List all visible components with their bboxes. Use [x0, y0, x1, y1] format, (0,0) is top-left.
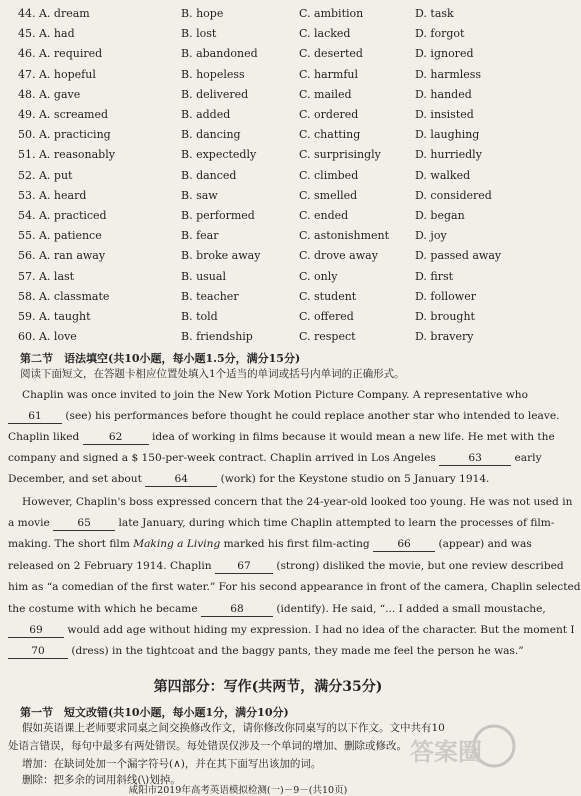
passage-line-4 [8, 448, 542, 468]
option-a: 60. A. love [18, 330, 77, 344]
passage-line-10: him as “a comedian of the first water.” For his second appearance in front of the camera, Chaplin selected [8, 581, 581, 593]
option-d: D. bravery [415, 330, 474, 344]
passage-text: (dress) in the tightcoat and the baggy pants, they made me feel the person he was.” [71, 645, 524, 657]
option-row [18, 65, 528, 85]
option-a: 47. A. hopeful [18, 67, 96, 81]
section2-title: 第二节 语法填空(共10小题，每小题1.5分，满分15分) [20, 352, 301, 365]
passage-line-3 [8, 427, 555, 447]
option-a: 51. A. reasonably [18, 148, 115, 162]
blank-66[interactable]: 66 [373, 537, 435, 552]
option-d: D. harmless [415, 67, 482, 81]
passage-text: Chaplin liked [8, 431, 80, 443]
option-c: C. chatting [299, 128, 361, 142]
option-d: D. walked [415, 168, 471, 182]
blank-61[interactable]: 61 [8, 409, 62, 424]
option-row [18, 166, 528, 186]
passage-text: early [514, 452, 542, 464]
option-c: C. respect [299, 330, 356, 344]
option-d: D. insisted [415, 108, 474, 121]
passage-line-5 [8, 469, 530, 489]
option-d: D. joy [415, 229, 447, 243]
option-d: D. task [415, 7, 454, 20]
option-a: 46. A. required [18, 47, 103, 61]
passage-text: company and signed a $ 150-per-week contract. Chaplin arrived in Los Angeles [8, 452, 436, 464]
passage-text: a movie [8, 517, 50, 529]
passage-text: making. The short film [8, 538, 130, 550]
section2-instruction: 阅读下面短文，在答题卡相应位置处填入1个适当的单词或括号内单词的正确形式。 [20, 368, 405, 380]
option-d: D. began [415, 209, 465, 222]
option-c: C. deserted [299, 47, 363, 61]
option-a: 58. A. classmate [18, 289, 110, 303]
option-row [18, 44, 528, 64]
option-c: C. astonishment [299, 229, 390, 243]
part4-instruction-2: 处语言错误，每句中最多有两处错误。每处错误仅涉及一个单词的增加、删除或修改。 [8, 740, 407, 752]
option-row [18, 267, 528, 287]
part4-title: 第四部分：写作(共两节，满分35分) [153, 679, 383, 695]
option-c: C. ended [299, 209, 349, 222]
passage-text: (strong) disliked the movie, but one review described [276, 560, 564, 572]
passage-text: the costume with which he became [8, 603, 198, 615]
option-b: B. fear [181, 229, 219, 243]
option-row [18, 327, 528, 347]
option-c: C. only [299, 269, 338, 283]
option-c: C. harmful [299, 67, 359, 81]
passage-line-11 [8, 599, 546, 619]
passage-text: marked his first film-acting [223, 538, 370, 550]
blank-68[interactable]: 68 [201, 602, 273, 617]
option-c: C. offered [299, 310, 354, 323]
option-d: D. laughing [415, 128, 480, 142]
option-b: B. delivered [181, 87, 249, 101]
part4-section1-title: 第一节 短文改错(共10小题，每小题1分，满分10分) [20, 706, 289, 719]
option-c: C. surprisingly [299, 148, 381, 162]
passage-text: (see) his performances before thought he could replace another star who intended to leave. [65, 410, 560, 422]
film-title: Making a Living [133, 538, 221, 550]
option-d: D. hurriedly [415, 148, 482, 162]
option-a: 54. A. practiced [18, 209, 107, 222]
blank-65[interactable]: 65 [53, 516, 115, 531]
option-d: D. forgot [415, 27, 465, 41]
option-d: D. first [415, 269, 454, 283]
passage-text: (appear) and was [438, 538, 532, 550]
option-row [18, 24, 528, 44]
passage-line-2 [8, 406, 560, 426]
option-c: C. student [299, 289, 357, 303]
option-b: B. saw [181, 188, 218, 202]
option-c: C. mailed [299, 87, 352, 101]
option-a: 45. A. had [18, 27, 75, 41]
passage-line-1: Chaplin was once invited to join the New York Motion Picture Company. A representative who [22, 389, 528, 401]
option-b: B. lost [181, 27, 217, 41]
blank-69[interactable]: 69 [8, 623, 64, 638]
option-c: C. ordered [299, 108, 359, 121]
option-c: C. ambition [299, 7, 364, 20]
part4-delete-rule: 删除：把多余的词用斜线(\)划掉。 [22, 774, 181, 786]
option-b: B. broke away [181, 249, 261, 263]
option-a: 48. A. gave [18, 87, 81, 101]
part4-add-rule: 增加：在缺词处加一个漏字符号(∧)，并在其下面写出该加的词。 [22, 758, 322, 770]
option-b: B. hopeless [181, 67, 245, 81]
passage-text: late January, during which time Chaplin attempted to learn the processes of film- [118, 517, 555, 529]
passage-text: would add age without hiding my expression. I had no idea of the character. But the moment I [67, 624, 575, 636]
blank-67[interactable]: 67 [215, 559, 273, 574]
option-b: B. teacher [181, 289, 239, 303]
passage-text: (identify). He said, “... I added a small moustache, [276, 603, 546, 615]
blank-64[interactable]: 64 [145, 472, 217, 487]
watermark-text: 答案圈 [410, 738, 482, 766]
option-b: B. danced [181, 168, 237, 182]
option-d: D. handed [415, 87, 472, 101]
option-b: B. dancing [181, 128, 241, 142]
option-a: 59. A. taught [18, 310, 91, 323]
passage-line-12 [8, 620, 575, 640]
option-b: B. performed [181, 209, 255, 222]
option-a: 49. A. screamed [18, 108, 109, 121]
option-b: B. told [181, 310, 218, 323]
watermark-logo-icon [402, 718, 522, 788]
blank-63[interactable]: 63 [439, 451, 511, 466]
blank-70[interactable]: 70 [8, 644, 68, 659]
option-c: C. climbed [299, 168, 359, 182]
option-d: D. brought [415, 310, 475, 323]
option-b: B. usual [181, 269, 226, 283]
passage-line-8 [8, 534, 530, 554]
option-c: C. smelled [299, 188, 358, 202]
option-b: B. abandoned [181, 47, 258, 61]
passage-text: December, and set about [8, 473, 142, 485]
option-b: B. hope [181, 7, 224, 20]
option-d: D. passed away [415, 249, 502, 263]
option-row [18, 287, 528, 307]
option-d: D. considered [415, 188, 492, 202]
passage-line-9 [8, 556, 564, 576]
passage-text: idea of working in films because it would mean a new life. He met with the [152, 431, 555, 443]
option-c: C. lacked [299, 27, 351, 41]
passage-line-13 [8, 641, 530, 661]
option-d: D. ignored [415, 47, 474, 61]
option-row [18, 85, 528, 105]
option-d: D. follower [415, 289, 476, 303]
option-a: 53. A. heard [18, 188, 87, 202]
blank-62[interactable]: 62 [83, 430, 149, 445]
option-a: 57. A. last [18, 269, 75, 283]
option-row [18, 307, 528, 327]
option-row [18, 105, 528, 125]
option-row [18, 226, 528, 246]
option-row [18, 206, 528, 226]
option-row [18, 125, 528, 145]
part4-instruction-1: 假如英语课上老师要求同桌之间交换修改作文，请你修改你同桌写的以下作文。文中共有10 [22, 722, 445, 734]
passage-line-6: However, Chaplin's boss expressed concern that the 24-year-old looked too young. He was not used in [22, 496, 573, 508]
option-a: 52. A. put [18, 168, 73, 182]
option-row [18, 186, 528, 206]
passage-text: released on 2 February 1914. Chaplin [8, 560, 212, 572]
option-a: 50. A. practicing [18, 128, 111, 142]
passage-text: (work) for the Keystone studio on 5 January 1914. [220, 473, 490, 485]
option-row [18, 246, 528, 266]
option-a: 44. A. dream [18, 7, 90, 20]
option-row [18, 4, 528, 24]
option-b: B. friendship [181, 330, 253, 344]
option-a: 56. A. ran away [18, 249, 106, 263]
option-a: 55. A. patience [18, 229, 102, 243]
option-row [18, 145, 528, 165]
page-footer: 咸阳市2019年高考英语模拟检测(一)－9－(共10页) [128, 785, 348, 796]
option-b: B. expectedly [181, 148, 257, 162]
passage-line-7 [8, 513, 555, 533]
option-c: C. drove away [299, 249, 378, 263]
option-b: B. added [181, 108, 231, 121]
